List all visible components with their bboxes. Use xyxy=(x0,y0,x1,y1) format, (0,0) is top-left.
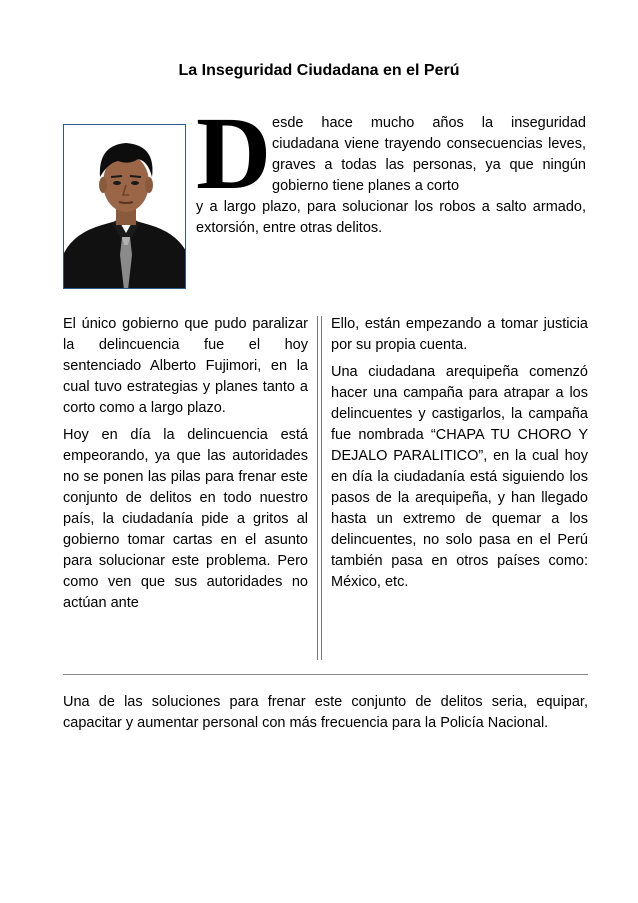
drop-cap-letter: D xyxy=(196,96,272,211)
left-paragraph-2: Hoy en día la delincuencia está empeorando, ya que las autoridades no se ponen las pilas para frenar este conjunto de delitos en todo nuestro país, la ciudadanía pide a gritos al gobierno tomar cartas en el asunto para solucionar este problema. Pero como ven que sus autoridades no actúan ante xyxy=(63,427,308,611)
portrait-image xyxy=(64,125,186,289)
left-paragraph-1: El único gobierno que pudo paralizar la delincuencia fue el hoy sentenciado Alberto Fujimori, en la cual tuvo estrategias y planes tanto a corto como a largo plazo. xyxy=(63,316,308,416)
left-column xyxy=(63,314,308,620)
footer-paragraph: Una de las soluciones para frenar este conjunto de delitos seria, equipar, capacitar y aumentar personal con más frecuencia para la Policía Nacional. xyxy=(63,694,588,731)
intro-paragraph-bottom: y a largo plazo, para solucionar los robos a salto armado, extorsión, entre otras delitos. xyxy=(196,199,586,236)
portrait-photo xyxy=(63,124,186,289)
column-divider-right xyxy=(321,316,322,660)
intro-paragraph-top: esde hace mucho años la inseguridad ciudadana viene trayendo consecuencias leves, graves a todas las personas, ya que ningún gobierno tiene planes a corto xyxy=(272,115,586,194)
right-column xyxy=(331,314,588,599)
document-title: La Inseguridad Ciudadana en el Perú xyxy=(178,62,460,79)
right-paragraph-2: Una ciudadana arequipeña comenzó hacer una campaña para atrapar a los delincuentes y castigarlos, la campaña fue nombrada “CHAPA TU CHORO Y DEJALO PARALITICO”, en la cual hoy en día la ciudadanía está siguiendo los pasos de la arequipeña, y han llegado hasta un extremo de quemar a los delincuentes, no solo pasa en el Perú también pasa en otros países como: México, etc. xyxy=(331,364,588,590)
column-divider-left xyxy=(317,316,318,660)
horizontal-rule xyxy=(63,674,588,675)
right-paragraph-1: Ello, están empezando a tomar justicia por su propia cuenta. xyxy=(331,316,588,353)
